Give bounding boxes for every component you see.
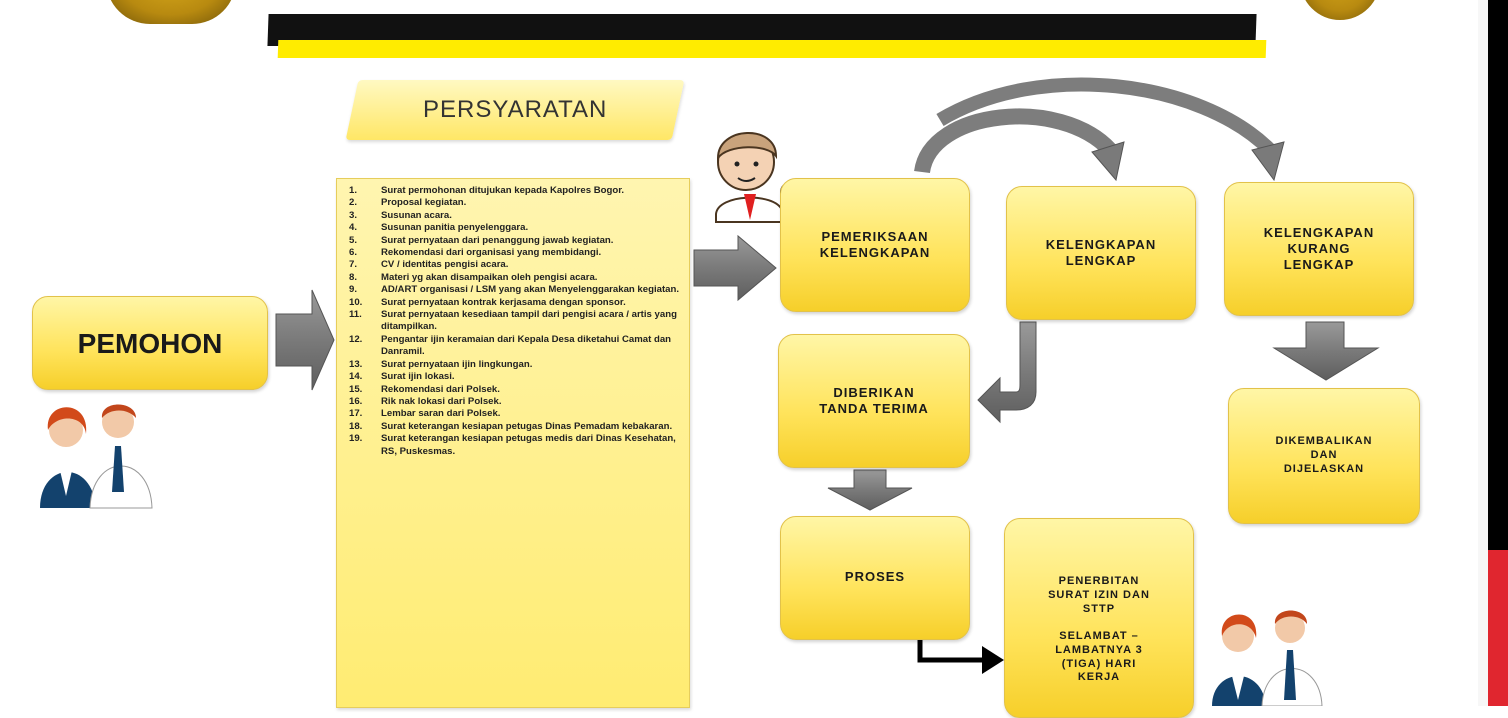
requirement-item [349, 210, 681, 222]
requirement-item [349, 259, 681, 271]
requirement-number: 5. [349, 234, 358, 246]
requirement-text: Surat permohonan ditujukan kepada Kapolres Bogor. [381, 185, 625, 196]
incomplete-box [1224, 182, 1414, 316]
requirement-item [349, 334, 681, 359]
requirements-list-box [336, 178, 690, 708]
requirement-text: Surat pernyataan dari penanggung jawab kegiatan. [381, 234, 614, 246]
requirements-title-banner [346, 80, 685, 140]
requirement-text: Rekomendasi dari Polsek. [381, 383, 500, 395]
requirements-list [337, 179, 689, 458]
requirement-item [349, 235, 681, 247]
requirements-title: PERSYARATAN [422, 96, 608, 123]
requirement-number: 14. [349, 371, 363, 383]
requirement-text: Susunan panitia penyelenggara. [381, 222, 529, 234]
requirement-text: Rekomendasi dari organisasi yang membidangi. [381, 247, 602, 259]
complete-box [1006, 186, 1196, 320]
receipt-box [778, 334, 970, 468]
requirement-number: 11. [349, 309, 362, 321]
applicant-people-icon [40, 405, 152, 509]
requirement-item [349, 222, 681, 234]
requirement-item [349, 185, 681, 197]
receipt-label: DIBERIKAN TANDA TERIMA [819, 384, 929, 416]
requirement-text: Surat pernyataan kesediaan tampil dari pengisi acara / artis yang ditampilkan. [381, 309, 677, 333]
requirement-number: 13. [349, 358, 363, 370]
requirement-number: 2. [349, 197, 358, 209]
requirement-number: 15. [349, 383, 363, 395]
bent-arrow-to-receipt [978, 322, 1036, 422]
requirement-text: Proposal kegiatan. [381, 197, 467, 209]
requirement-item [349, 384, 681, 396]
requirement-item [349, 284, 681, 296]
requirement-text: Surat ijin lokasi. [381, 371, 455, 383]
curve-arrow-to-kurang-head [1252, 142, 1284, 180]
requirement-text: Surat pernyataan kontrak kerjasama dengan sponsor. [381, 296, 626, 308]
requirement-number: 12. [349, 333, 363, 345]
requirement-item [349, 371, 681, 383]
requirement-item [349, 421, 681, 433]
requirement-number: 17. [349, 408, 363, 420]
requirement-item [349, 247, 681, 259]
requirement-text: Surat keterangan kesiapan petugas medis dari Dinas Kesehatan, RS, Puskesmas. [381, 433, 676, 457]
requirement-item [349, 197, 681, 209]
requirement-text: Materi yg akan disampaikan oleh pengisi acara. [381, 271, 598, 283]
requirement-item [349, 359, 681, 371]
requirement-number: 16. [349, 395, 363, 407]
check-completeness-label: PEMERIKSAAN KELENGKAPAN [819, 228, 931, 260]
requirement-text: Susunan acara. [381, 209, 452, 221]
returned-box [1228, 388, 1420, 524]
requirement-item [349, 408, 681, 420]
requirement-number: 9. [349, 284, 358, 296]
arrow-requirements-to-check [694, 236, 776, 300]
process-box [780, 516, 970, 640]
requirement-number: 4. [349, 222, 358, 234]
requirement-number: 7. [349, 259, 358, 271]
requirement-item [349, 297, 681, 309]
requirement-item [349, 433, 681, 458]
requirement-item [349, 396, 681, 408]
requirement-number: 8. [349, 271, 358, 283]
requirement-item [349, 272, 681, 284]
applicant-people-icon-2 [1212, 611, 1322, 707]
applicant-label: PEMOHON [77, 327, 223, 359]
complete-label: KELENGKAPAN LENGKAP [1045, 236, 1157, 268]
applicant-box [32, 296, 268, 390]
requirement-number: 6. [349, 247, 358, 259]
arrow-to-process [828, 470, 912, 510]
issuance-box [1004, 518, 1194, 718]
issuance-label: PENERBITAN SURAT IZIN DAN STTP SELAMBAT – LAMBATNYA 3 (TIGA) HARI KERJA [1048, 575, 1150, 684]
requirement-text: Pengantar ijin keramaian dari Kepala Desa diketahui Camat dan Danramil. [381, 333, 672, 358]
requirement-number: 3. [349, 209, 358, 221]
curve-arrow-to-lengkap [922, 116, 1110, 172]
requirement-text: Rik nak lokasi dari Polsek. [381, 395, 502, 407]
returned-label: DIKEMBALIKAN DAN DIJELASKAN [1275, 435, 1373, 475]
requirement-text: CV / identitas pengisi acara. [381, 259, 509, 271]
requirement-text: Surat pernyataan ijin lingkungan. [381, 358, 533, 370]
arrow-to-returned [1274, 322, 1378, 380]
requirement-number: 1. [349, 185, 358, 196]
requirement-number: 18. [349, 420, 363, 432]
requirement-text: AD/ART organisasi / LSM yang akan Menyelenggarakan kegiatan. [381, 284, 680, 296]
check-completeness-box [780, 178, 970, 312]
requirement-number: 10. [349, 296, 363, 308]
incomplete-label: KELENGKAPAN KURANG LENGKAP [1263, 224, 1375, 273]
arrow-pemohon-to-requirements [276, 290, 334, 390]
requirement-number: 19. [349, 433, 363, 445]
process-label: PROSES [844, 569, 906, 584]
requirement-text: Lembar saran dari Polsek. [381, 408, 501, 420]
requirement-text: Surat keterangan kesiapan petugas Dinas Pemadam kebakaran. [381, 420, 673, 432]
requirement-item [349, 309, 681, 334]
arrow-process-to-issuance-head [982, 646, 1004, 674]
